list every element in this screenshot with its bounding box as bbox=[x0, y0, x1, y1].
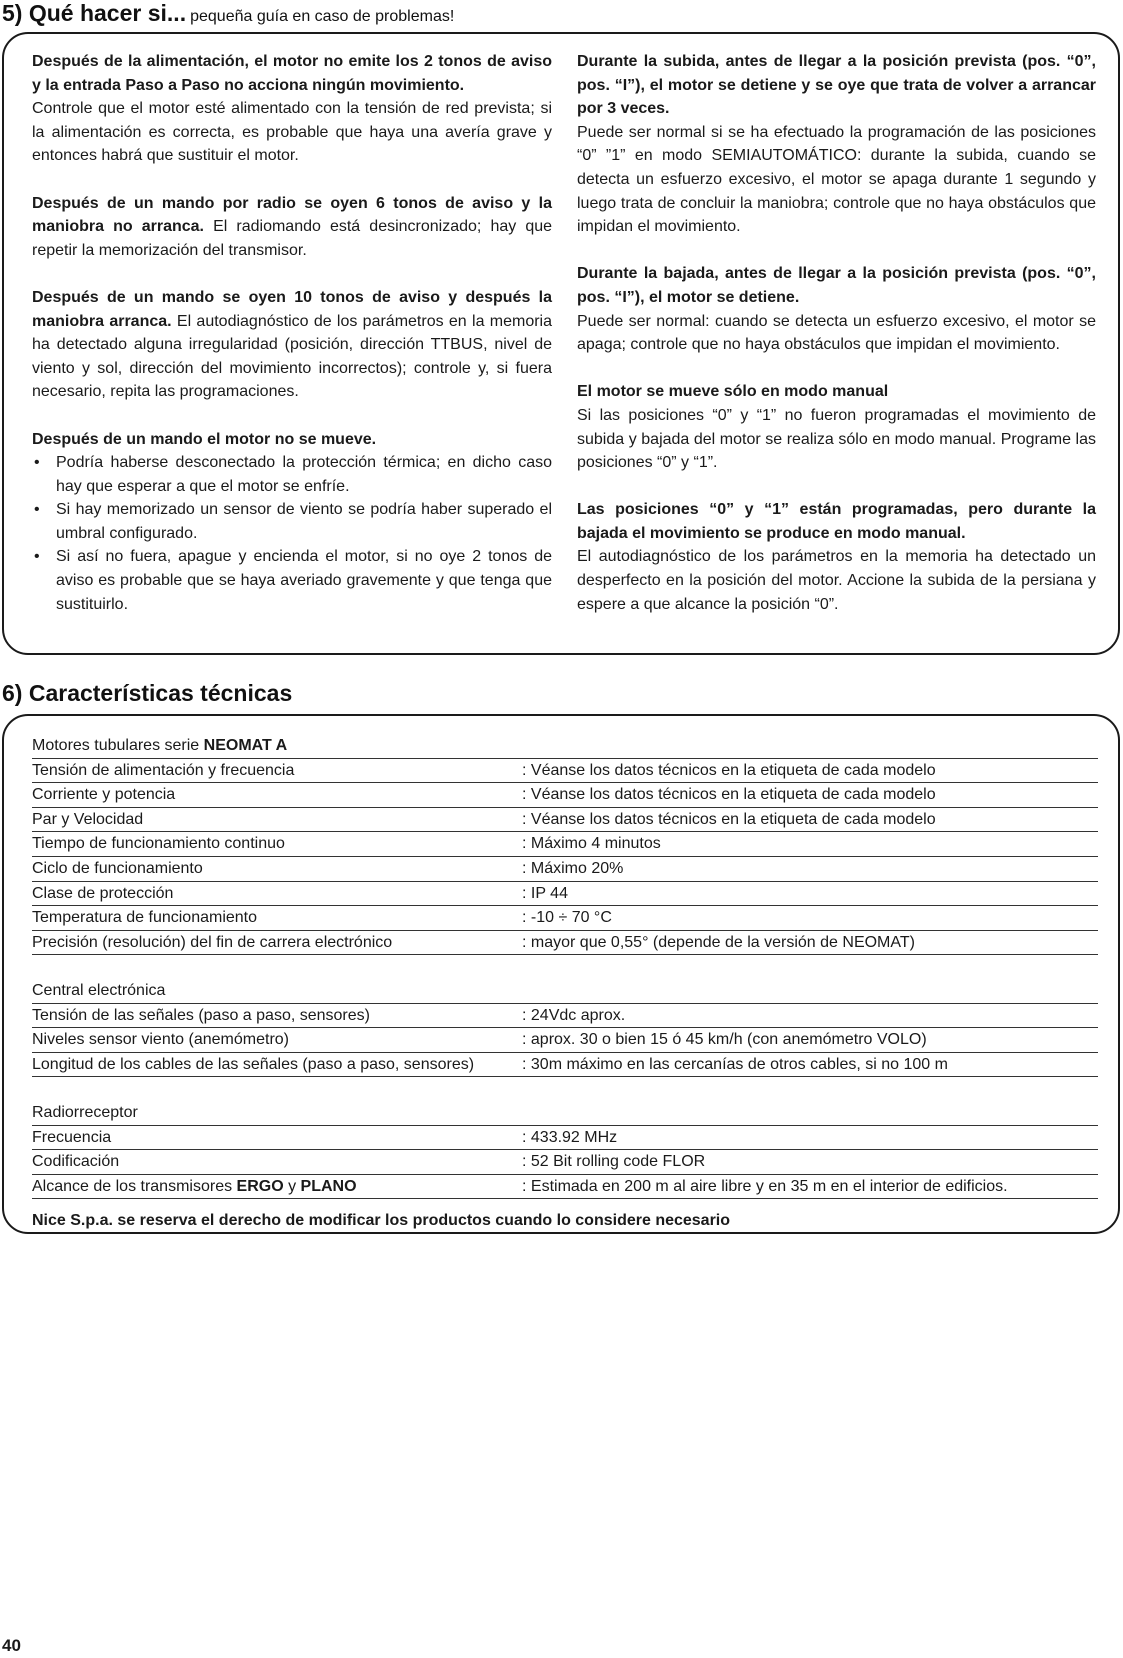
spec-row bbox=[32, 882, 1098, 907]
group-title-bold: NEOMAT A bbox=[203, 737, 288, 754]
spec-label: Temperatura de funcionamiento bbox=[32, 909, 258, 927]
troubleshooting-item bbox=[32, 50, 552, 168]
spec-value: : 433.92 MHz bbox=[522, 1128, 618, 1146]
group-title-text: Motores tubulares serie bbox=[32, 737, 204, 754]
item-body: Controle que el motor esté alimentado con la tensión de red prevista; si la alimentación es correcta, es probable que haya una avería grave y entonces habrá que sustituir el motor. bbox=[32, 100, 552, 165]
spec-row bbox=[32, 783, 1098, 808]
spec-row bbox=[32, 857, 1098, 882]
spec-row bbox=[32, 1126, 1098, 1151]
spec-label: Tensión de alimentación y frecuencia bbox=[32, 761, 295, 779]
troubleshooting-item bbox=[32, 428, 552, 617]
group-title-text: Central electrónica bbox=[32, 981, 166, 999]
item-heading: Después de un mando por radio se oyen 6 tonos de aviso y la maniobra no arranca. bbox=[32, 194, 552, 236]
item-heading: Después de la alimentación, el motor no emite los 2 tonos de aviso y la entrada Paso a Paso no acciona ningún movimiento. bbox=[32, 53, 552, 94]
spacer bbox=[32, 955, 1098, 979]
troubleshooting-left-column bbox=[32, 50, 552, 640]
group-title-text: Radiorreceptor bbox=[32, 1103, 138, 1121]
item-body: El radiomando está desincronizado; hay que repetir la memorización del transmisor. bbox=[32, 218, 553, 259]
spec-value: : aprox. 30 o bien 15 ó 45 km/h (con anemómetro VOLO) bbox=[522, 1031, 927, 1049]
spacer bbox=[32, 1077, 1098, 1101]
spec-label: Corriente y potencia bbox=[32, 786, 176, 804]
spec-row bbox=[32, 1150, 1098, 1175]
troubleshooting-item bbox=[577, 262, 1096, 356]
spec-value: : Véanse los datos técnicos en la etiqueta de cada modelo bbox=[522, 786, 936, 804]
item-body: El autodiagnóstico de los parámetros en la memoria ha detectado un desperfecto en la posición del motor. Accione la subida de la persiana y espere a que alcance la posición “0”. bbox=[577, 548, 1096, 613]
item-body: Si las posiciones “0” y “1” no fueron programadas el movimiento de subida y bajada del motor se realiza sólo en modo manual. Programe las posiciones “0” y “1”. bbox=[577, 406, 1096, 472]
spec-row bbox=[32, 1175, 1098, 1200]
section-5-subtitle: pequeña guía en caso de problemas! bbox=[190, 8, 455, 25]
section-5-heading bbox=[2, 0, 454, 27]
troubleshooting-item bbox=[577, 380, 1096, 474]
spec-label: Par y Velocidad bbox=[32, 810, 144, 828]
item-heading: Las posiciones “0” y “1” están programadas, pero durante la bajada el movimiento se produce en modo manual. bbox=[577, 501, 1096, 542]
spec-value: : -10 ÷ 70 °C bbox=[522, 909, 612, 927]
spec-value: : 30m máximo en las cercanías de otros cables, si no 100 m bbox=[522, 1055, 948, 1073]
item-body: Puede ser normal si se ha efectuado la programación de las posiciones “0” ”1” en modo SEMIAUTOMÁTICO: durante la subida, cuando se detecta un esfuerzo excesivo, el motor se apaga durante 1 segundo y luego trata de concluir la maniobra; controle que no haya obstáculos que impidan el movimiento. bbox=[577, 123, 1096, 236]
spec-row bbox=[32, 808, 1098, 833]
spec-label: Niveles sensor viento (anemómetro) bbox=[32, 1031, 289, 1049]
bullet-item: • Si hay memorizado un sensor de viento se podría haber superado el umbral configurado. bbox=[32, 498, 552, 545]
specs-group-title bbox=[32, 979, 1098, 1004]
troubleshooting-item bbox=[577, 498, 1096, 616]
spec-value: : Véanse los datos técnicos en la etiqueta de cada modelo bbox=[522, 810, 936, 828]
spec-row bbox=[32, 1053, 1098, 1078]
section-6-title: 6) Características técnicas bbox=[2, 680, 293, 706]
spec-value: : 52 Bit rolling code FLOR bbox=[522, 1153, 706, 1171]
spec-value: : Máximo 4 minutos bbox=[522, 835, 661, 853]
spec-value: : Máximo 20% bbox=[522, 859, 624, 877]
range-label-plano: PLANO bbox=[300, 1177, 357, 1195]
spec-label: Longitud de los cables de las señales (paso a paso, sensores) bbox=[32, 1055, 475, 1073]
disclaimer-note: Nice S.p.a. se reserva el derecho de modificar los productos cuando lo considere necesario bbox=[32, 1212, 731, 1230]
specs-group-title bbox=[32, 1101, 1098, 1126]
spec-row bbox=[32, 906, 1098, 931]
troubleshooting-item bbox=[577, 50, 1096, 239]
range-label-ergo: ERGO bbox=[236, 1177, 284, 1195]
section-5-title: 5) Qué hacer si... bbox=[2, 0, 187, 26]
range-label-and: y bbox=[283, 1177, 301, 1195]
spec-label: Ciclo de funcionamiento bbox=[32, 859, 203, 877]
item-heading: El motor se mueve sólo en modo manual bbox=[577, 383, 889, 401]
specs-table bbox=[32, 734, 1098, 1233]
spec-row bbox=[32, 759, 1098, 784]
spec-label: Frecuencia bbox=[32, 1128, 112, 1146]
item-body: Puede ser normal: cuando se detecta un esfuerzo excesivo, el motor se apaga; controle que no haya obstáculos que impidan el movimiento. bbox=[577, 312, 1096, 354]
spec-value: : mayor que 0,55° (depende de la versión de NEOMAT) bbox=[522, 933, 915, 951]
spec-value: : Véanse los datos técnicos en la etiqueta de cada modelo bbox=[522, 761, 936, 779]
bullet-list bbox=[32, 451, 552, 616]
bullet-item: • Podría haberse desconectado la protección térmica; en dicho caso hay que esperar a que el motor se enfríe. bbox=[32, 451, 552, 498]
spec-label: Clase de protección bbox=[32, 884, 174, 902]
spec-label bbox=[32, 1175, 522, 1199]
item-heading: Después de un mando el motor no se mueve. bbox=[32, 430, 377, 448]
spec-row bbox=[32, 931, 1098, 956]
specs-box bbox=[2, 714, 1120, 1234]
spec-value: : Estimada en 200 m al aire libre y en 35 m en el interior de edificios. bbox=[522, 1177, 1008, 1195]
spec-label: Tensión de las señales (paso a paso, sensores) bbox=[32, 1006, 370, 1024]
troubleshooting-box bbox=[2, 32, 1120, 655]
spec-row bbox=[32, 1004, 1098, 1029]
item-heading: Durante la bajada, antes de llegar a la posición prevista (pos. “0”, pos. “I”), el motor se detiene. bbox=[577, 265, 1096, 306]
spec-value: : IP 44 bbox=[522, 884, 568, 902]
spec-row bbox=[32, 1028, 1098, 1053]
spec-label: Precisión (resolución) del fin de carrera electrónico bbox=[32, 933, 393, 951]
range-label-text: Alcance de los transmisores bbox=[32, 1177, 237, 1195]
spec-label: Codificación bbox=[32, 1153, 120, 1171]
item-heading: Después de un mando se oyen 10 tonos de aviso y después la maniobra arranca. bbox=[32, 288, 552, 330]
item-body: El autodiagnóstico de los parámetros en la memoria ha detectado alguna irregularidad (posición, dirección TTBUS, nivel de viento y sol, dirección del movimiento incorrectos); controle y, si fuera necesario, repita las programaciones. bbox=[32, 312, 552, 401]
specs-group-title bbox=[32, 734, 1098, 759]
troubleshooting-item bbox=[32, 286, 552, 404]
bullet-item: • Si así no fuera, apague y encienda el motor, si no oye 2 tonos de aviso es probable que se haya averiado gravemente y que tenga que sustituirlo. bbox=[32, 545, 552, 616]
item-heading: Durante la subida, antes de llegar a la posición prevista (pos. “0”, pos. “I”), el motor se detiene y se oye que trata de volver a arrancar por 3 veces. bbox=[577, 53, 1096, 118]
spec-row bbox=[32, 832, 1098, 857]
troubleshooting-item bbox=[32, 192, 552, 263]
spec-value: : 24Vdc aprox. bbox=[522, 1006, 626, 1024]
spec-label: Tiempo de funcionamiento continuo bbox=[32, 835, 285, 853]
troubleshooting-right-column bbox=[577, 50, 1096, 640]
page-number: 40 bbox=[2, 1636, 21, 1655]
